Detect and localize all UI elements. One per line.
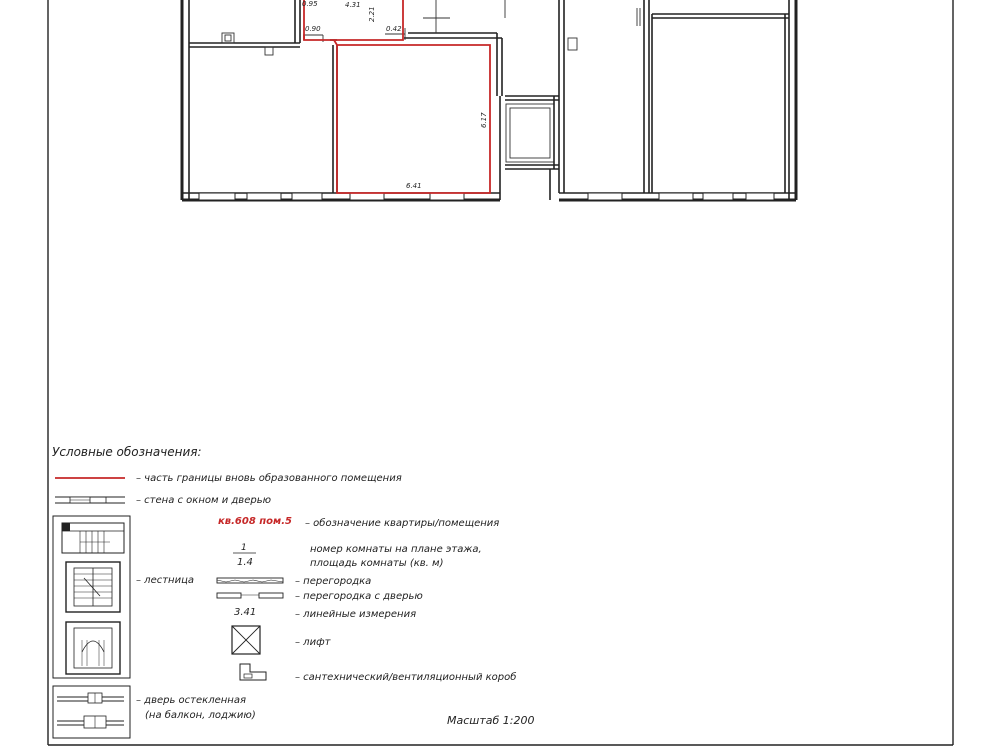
legend-apt-code: кв.608 пом.5 [218,516,292,527]
legend-duct-text: – сантехнический/вентиляционный короб [295,672,517,683]
dim-090: 0.90 [305,25,321,33]
legend [52,445,534,738]
dim-641: 6.41 [406,182,422,190]
legend-glass-door-box [53,686,130,738]
dim-617: 6.17 [480,112,488,128]
legend-dim-sample: 3.41 [234,607,257,618]
interior-walls [189,0,789,200]
legend-glass-door-text-2: (на балкон, лоджию) [145,710,256,721]
dimension-labels [302,0,488,190]
legend-stairs-box [53,516,130,678]
legend-boundary-text: – часть границы вновь образованного помещения [136,473,402,484]
legend-glass-door-text-1: – дверь остекленная [136,695,246,706]
legend-partition-sample [217,578,283,583]
legend-room-num-bottom: 1.4 [237,557,253,568]
legend-room-desc-2: площадь комнаты (кв. м) [310,558,444,569]
legend-wall-text: – стена с окном и дверью [136,495,272,506]
dim-221: 2.21 [368,6,376,22]
legend-title: Условные обозначения: [52,445,202,459]
scale-label: Масштаб 1:200 [447,714,535,727]
legend-linear-text: – линейные измерения [295,609,417,620]
legend-room-num-top: 1 [241,543,247,553]
legend-stairs-text: – лестница [136,575,195,586]
legend-lift-text: – лифт [295,637,331,648]
dim-042: 0.42 [386,25,402,33]
legend-wall-sample [55,497,125,503]
legend-room-desc-1: номер комнаты на плане этажа, [310,544,482,555]
legend-partition-text: – перегородка [295,576,372,587]
legend-apt-desc: – обозначение квартиры/помещения [305,518,500,529]
dim-431: 4.31 [345,1,361,9]
dim-095: 0.95 [302,0,318,8]
outer-walls [182,0,796,200]
floor-plan [182,0,796,200]
legend-lift-sample [232,626,260,654]
legend-partition-door-text: – перегородка с дверью [295,591,423,602]
legend-duct-sample [240,664,266,680]
legend-partition-door-sample [217,593,283,598]
